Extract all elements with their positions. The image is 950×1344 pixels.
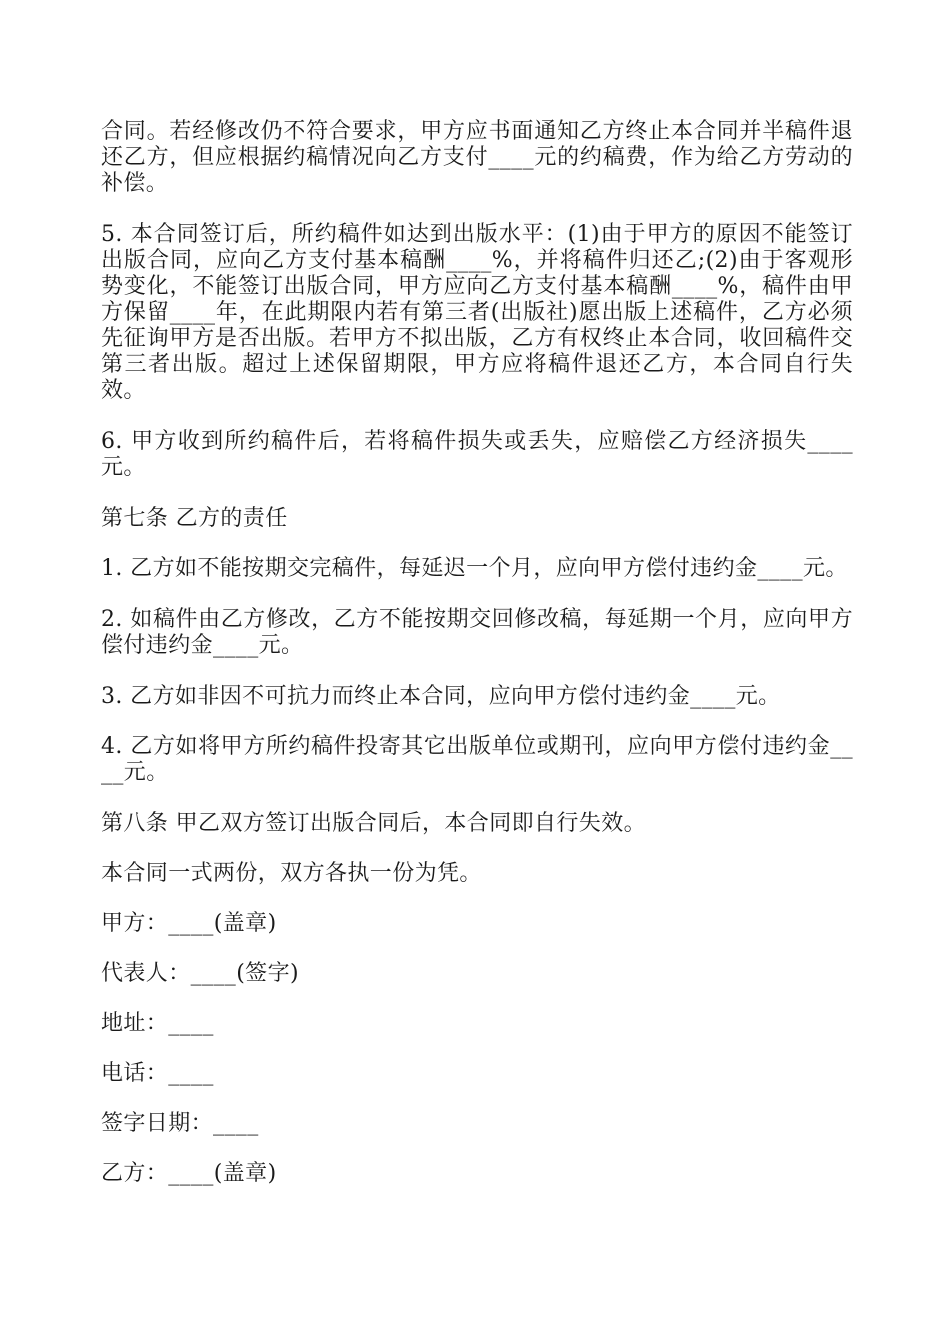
paragraph-article-7-item-1: 1. 乙方如不能按期交完稿件，每延迟一个月，应向甲方偿付违约金____元。 [101,556,848,581]
paragraph-clause-6: 6. 甲方收到所约稿件后，若将稿件损失或丢失，应赔偿乙方经济损失____元。 [101,429,853,480]
signature-representative: 代表人：____(签字) [101,961,299,986]
paragraph-article-7-item-3: 3. 乙方如非因不可抗力而终止本合同，应向甲方偿付违约金____元。 [101,684,781,709]
signature-party-a: 甲方：____(盖章) [101,911,277,936]
signature-address: 地址：____ [101,1011,214,1036]
document-body [101,119,853,1211]
signature-party-b: 乙方：____(盖章) [101,1161,277,1186]
signature-date: 签字日期：____ [101,1111,259,1136]
signature-phone: 电话：____ [101,1061,214,1086]
section-heading-article-7: 第七条 乙方的责任 [101,506,288,531]
paragraph-article-7-item-4: 4. 乙方如将甲方所约稿件投寄其它出版单位或期刊，应向甲方偿付违约金____元。 [101,734,853,785]
paragraph-article-7-item-2: 2. 如稿件由乙方修改，乙方不能按期交回修改稿，每延期一个月，应向甲方偿付违约金____元。 [101,607,853,658]
section-heading-article-8: 第八条 甲乙双方签订出版合同后，本合同即自行失效。 [101,811,646,836]
paragraph-copies-note: 本合同一式两份，双方各执一份为凭。 [101,861,482,886]
paragraph-compensation-clause: 合同。若经修改仍不符合要求，甲方应书面通知乙方终止本合同并半稿件退还乙方，但应根据约稿情况向乙方支付____元的约稿费，作为给乙方劳动的补偿。 [101,119,853,196]
paragraph-clause-5: 5. 本合同签订后，所约稿件如达到出版水平：(1)由于甲方的原因不能签订出版合同，应向乙方支付基本稿酬____%，并将稿件归还乙;(2)由于客观形势变化，不能签订出版合同，甲方应向乙方支付基本稿酬____%，稿件由甲方保留____年，在此期限内若有第三者(出版社)愿出版上述稿件，乙方必须先征询甲方是否出版。若甲方不拟出版，乙方有权终止本合同，收回稿件交第三者出版。超过上述保留期限，甲方应将稿件退还乙方，本合同自行失效。 [101,222,853,403]
